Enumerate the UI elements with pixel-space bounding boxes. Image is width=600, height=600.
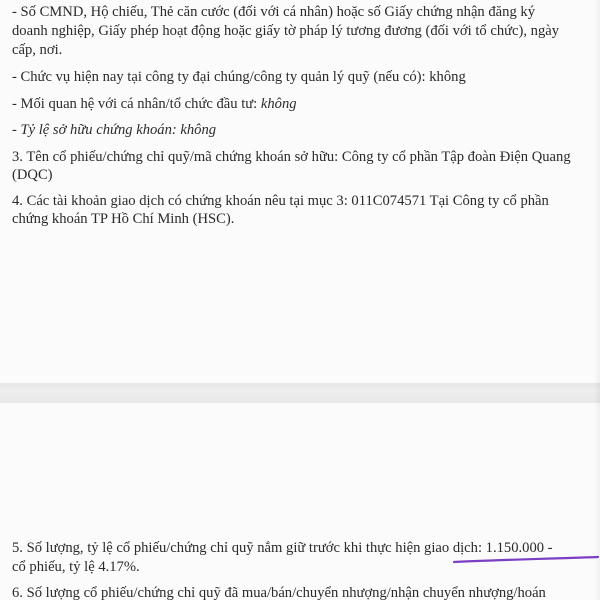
text-line-ticker: (DQC) <box>12 167 53 183</box>
field-value: Công ty cổ phần Tập đoàn Điện Quang <box>338 149 571 165</box>
page-gap <box>0 383 600 403</box>
field-current-position <box>12 68 466 87</box>
text-line-issue-place: cấp, nơi. <box>12 42 63 58</box>
text-line-holding-before: 5. Số lượng, tỷ lệ cổ phiếu/chứng chỉ quỹ nắm giữ trước khi thực hiện giao dịch: 1.150.000 - <box>12 540 553 556</box>
field-ownership-ratio <box>12 121 216 140</box>
document-page-lower <box>0 403 600 600</box>
text-line-business-license: doanh nghiệp, Giấy phép hoạt động hoặc giấy tờ pháp lý tương đương (đối với tổ chức), ngày <box>12 23 560 39</box>
field-label: - Tỷ lệ sở hữu chứng khoán: <box>12 122 177 138</box>
field-security-name <box>12 148 571 167</box>
field-value: không <box>257 96 297 112</box>
page-edge-shadow <box>594 0 600 600</box>
text-line-trading-accounts: 4. Các tài khoản giao dịch có chứng khoán nêu tại mục 3: 011C074571 Tại Công ty cổ phần <box>12 193 549 209</box>
field-value: không <box>176 122 217 138</box>
text-line-broker: chứng khoán TP Hồ Chí Minh (HSC). <box>12 211 235 227</box>
text-line-holding-ratio: cổ phiếu, tỷ lệ 4.17%. <box>12 559 140 575</box>
field-value: không <box>425 69 466 85</box>
field-label: - Mối quan hệ với cá nhân/tổ chức đầu tư: <box>12 96 258 112</box>
pen-underline-mark <box>452 555 600 565</box>
field-relationship <box>12 95 297 114</box>
field-label: 3. Tên cổ phiếu/chứng chỉ quỹ/mã chứng khoán sở hữu: <box>12 149 339 165</box>
text-line-transferred: 6. Số lượng cổ phiếu/chứng chỉ quỹ đã mua/bán/chuyển nhượng/nhận chuyển nhượng/hoán <box>12 585 546 600</box>
field-label: - Chức vụ hiện nay tại công ty đại chúng/công ty quản lý quỹ (nếu có): <box>12 69 426 85</box>
text-line-id-number: - Số CMND, Hộ chiếu, Thẻ căn cước (đối với cá nhân) hoặc số Giấy chứng nhận đăng ký <box>12 4 535 20</box>
